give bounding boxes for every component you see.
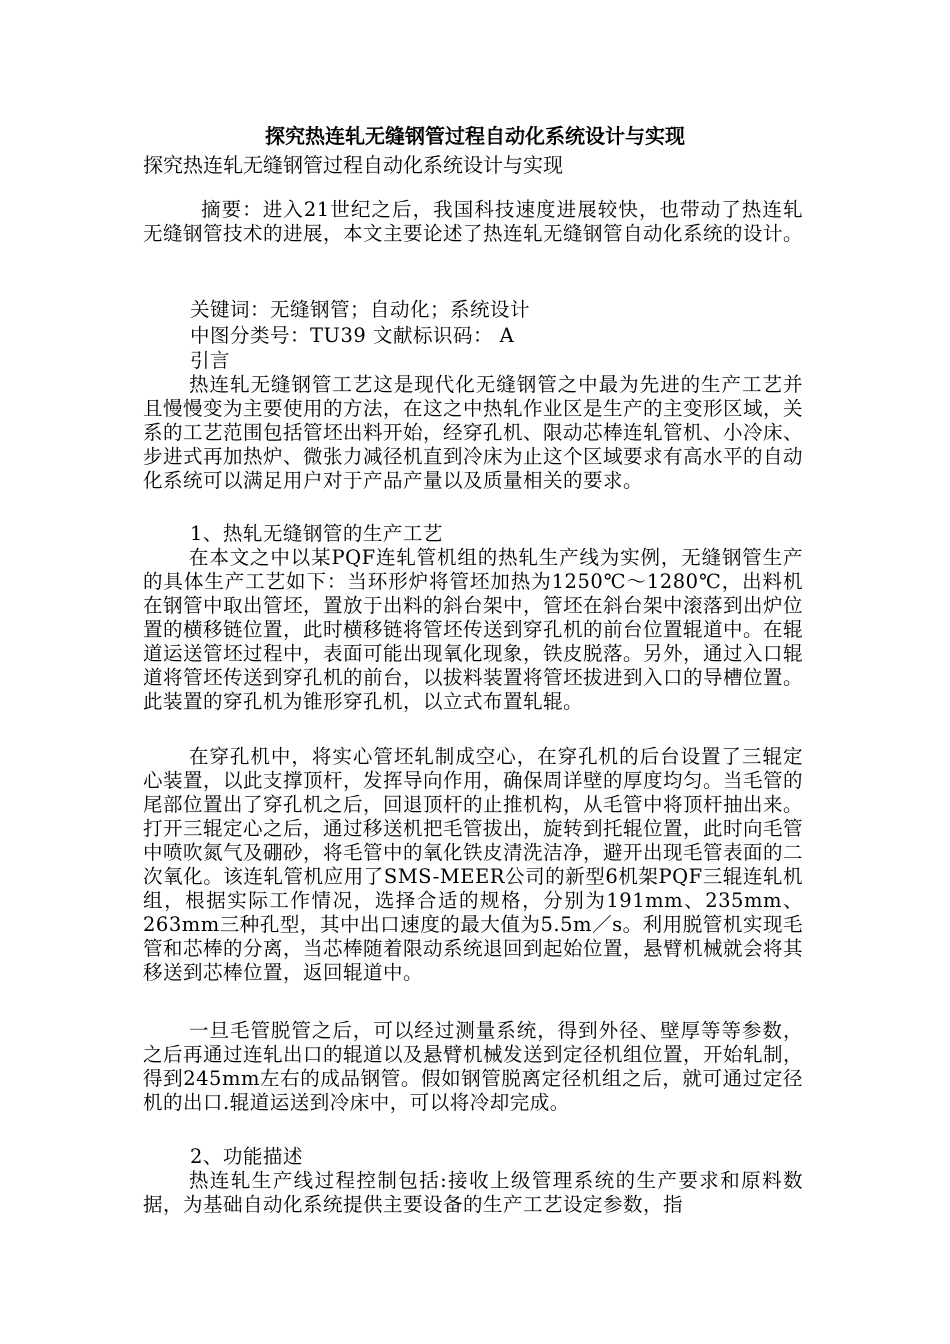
- keywords-line: 关键词：无缝钢管；自动化；系统设计: [190, 298, 531, 321]
- document-subtitle: 探究热连轧无缝钢管过程自动化系统设计与实现: [143, 153, 563, 177]
- intro-paragraph: 热连轧无缝钢管工艺这是现代化无缝钢管之中最为先进的生产工艺并且慢慢变为主要使用的方法，在这之中热轧作业区是生产的主变形区域，关系的工艺范围包括管坯出料开始，经穿孔机、限动芯棒连轧管机、小冷床、步进式再加热炉、微张力减径机直到冷床为止这个区域要求有高水平的自动化系统可以满足用户对于产品产量以及质量相关的要求。: [143, 373, 804, 492]
- section1-paragraph-2: 在穿孔机中，将实心管坯轧制成空心，在穿孔机的后台设置了三辊定心装置，以此支撑顶杆，发挥导向作用，确保周详壁的厚度均匀。当毛管的尾部位置出了穿孔机之后，回退顶杆的止推机构，从毛管中将顶杆抽出来。打开三辊定心之后，通过移送机把毛管拔出，旋转到托辊位置，此时向毛管中喷吹氮气及硼砂，将毛管中的氧化铁皮清洗洁净，避开出现毛管表面的二次氧化。该连轧管机应用了SMS-MEER公司的新型6机架PQF三辊连轧机组，根据实际工作情况，选择合适的规格，分别为191mm、235mm、263mm三种孔型，其中出口速度的最大值为5.5m／s。利用脱管机实现毛管和芯棒的分离，当芯棒随着限动系统退回到起始位置，悬臂机械就会将其移送到芯棒位置，返回辊道中。: [143, 745, 804, 984]
- classification-line: 中图分类号：TU39 文献标识码： A: [190, 324, 515, 347]
- section1-paragraph-3: 一旦毛管脱管之后，可以经过测量系统，得到外径、壁厚等等参数，之后再通过连轧出口的辊道以及悬臂机械发送到定径机组位置，开始轧制，得到245mm左右的成品钢管。假如钢管脱离定径机组之后，就可通过定径机的出口.辊道运送到冷床中，可以将冷却完成。: [143, 1019, 804, 1114]
- intro-heading: 引言: [190, 349, 231, 372]
- document-title: 探究热连轧无缝钢管过程自动化系统设计与实现: [265, 124, 685, 148]
- section1-paragraph-1: 在本文之中以某PQF连轧管机组的热轧生产线为实例，无缝钢管生产的具体生产工艺如下：当环形炉将管坯加热为1250℃～1280℃，出料机在钢管中取出管坯，置放于出料的斜台架中，管坯在斜台架中滚落到出炉位置的横移链位置，此时横移链将管坯传送到穿孔机的前台位置辊道中。在辊道运送管坯过程中，表面可能出现氧化现象，铁皮脱落。另外，通过入口辊道将管坯传送到穿孔机的前台，以拔料装置将管坯拔进到入口的导槽位置。此装置的穿孔机为锥形穿孔机，以立式布置轧辊。: [143, 546, 804, 713]
- section2-heading: 2、功能描述: [190, 1145, 303, 1168]
- section2-paragraph-1: 热连轧生产线过程控制包括:接收上级管理系统的生产要求和原料数据，为基础自动化系统提供主要设备的生产工艺设定参数，指: [143, 1169, 803, 1216]
- abstract-paragraph: 摘要：进入21世纪之后，我国科技速度进展较快，也带动了热连轧无缝钢管技术的进展，本文主要论述了热连轧无缝钢管自动化系统的设计。: [143, 198, 804, 245]
- section1-heading: 1、热轧无缝钢管的生产工艺: [190, 522, 443, 545]
